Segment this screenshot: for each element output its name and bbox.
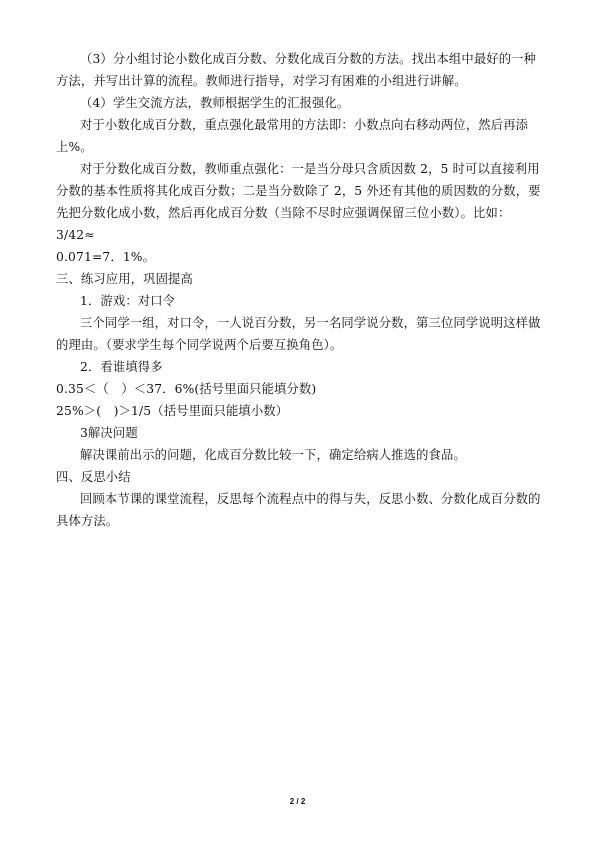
paragraph-example-result: 0.071=7．1%。	[56, 250, 156, 264]
practice-item-game: 1．游戏：对口令	[80, 294, 176, 308]
section-heading-practice: 三、练习应用，巩固提高	[56, 272, 193, 286]
paragraph-game-rules: 三个同学一组，对口令，一人说百分数，另一名同学说分数，第三位同学说明这样做的理由。（要求学生每个同学说两个后要互换角色）。	[56, 316, 541, 352]
paragraph-step-4: （4）学生交流方法，教师根据学生的汇报强化。	[80, 96, 350, 110]
practice-item-fill-in: 2．看谁填得多	[80, 360, 163, 374]
paragraph-step-3: （3）分小组讨论小数化成百分数、分数化成百分数的方法。找出本组中最好的一种方法，并写出计算的流程。教师进行指导，对学习有困难的小组进行讲解。	[56, 52, 537, 88]
paragraph-reflection: 回顾本节课的课堂流程，反思每个流程点中的得与失，反思小数、分数化成百分数的具体方法。	[56, 492, 541, 528]
paragraph-fraction-method: 对于分数化成百分数，教师重点强化：一是当分母只含质因数 2，5 时可以直接利用分数的基本性质将其化成百分数；二是当分数除了 2，5 外还有其他的质因数的分数，要先把分数化成小数，然后再化成百分数（当除不尽时应强调保留三位小数）。比如：3/42≈	[56, 162, 541, 242]
paragraph-solve-problem: 解决课前出示的问题，化成百分数比较一下，确定给病人推选的食品。	[80, 448, 466, 462]
paragraph-decimal-method: 对于小数化成百分数，重点强化最常用的方法即：小数点向右移动两位，然后再添上%。	[56, 118, 529, 154]
document-body	[56, 48, 542, 532]
page-number: 2 / 2	[289, 797, 306, 806]
section-heading-reflection: 四、反思小结	[56, 470, 131, 484]
exercise-decimal-blank: 25%＞( )＞1/5（括号里面只能填小数）	[56, 404, 289, 418]
exercise-fraction-blank: 0.35＜（ ）＜37．6%(括号里面只能填分数)	[56, 382, 317, 396]
practice-item-solve: 3解决问题	[80, 426, 138, 440]
